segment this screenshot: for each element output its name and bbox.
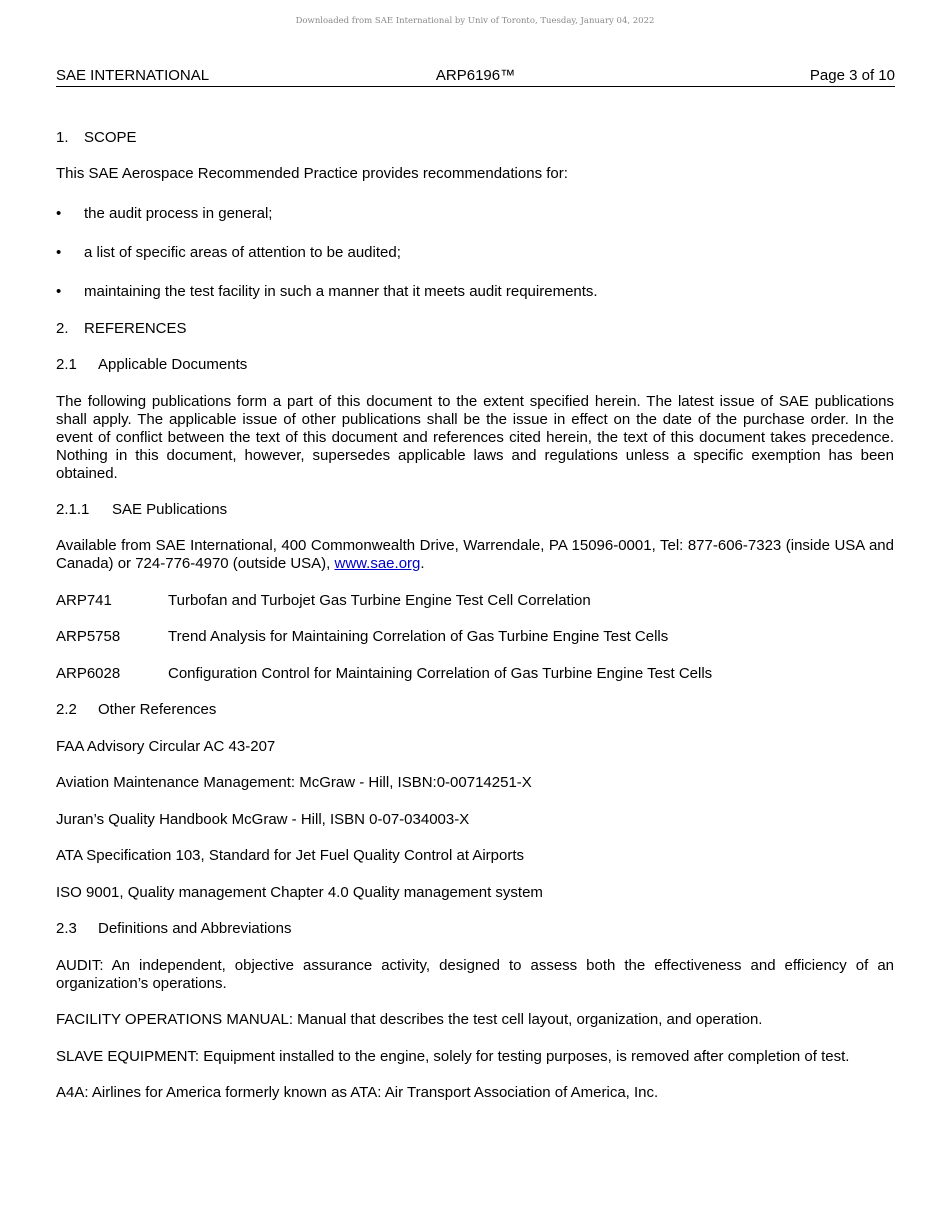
- scope-intro: This SAE Aerospace Recommended Practice provides recommendations for:: [56, 165, 568, 182]
- section-title: SAE Publications: [112, 501, 228, 518]
- reference-row: [56, 665, 894, 683]
- subsection-definitions-heading: [56, 920, 291, 938]
- section-references-heading: [56, 320, 187, 338]
- download-watermark: Downloaded from SAE International by Univ of Toronto, Tuesday, January 04, 2022: [295, 16, 655, 26]
- sae-website-link[interactable]: www.sae.org: [334, 555, 421, 572]
- list-item: Aviation Maintenance Management: McGraw - Hill, ISBN:0-00714251-X: [56, 774, 532, 791]
- section-title: Applicable Documents: [98, 356, 248, 373]
- availability-text: Available from SAE International, 400 Commonwealth Drive, Warrendale, PA 15096-0001, Tel: 877-606-7323 (inside USA and Canada) or 724-776-4970 (outside USA),: [56, 537, 894, 572]
- section-number: 1.: [56, 129, 69, 146]
- header-org: SAE INTERNATIONAL: [56, 67, 210, 84]
- bullet-icon: •: [56, 205, 62, 222]
- section-title: REFERENCES: [84, 320, 187, 337]
- list-item: Juran’s Quality Handbook McGraw - Hill, ISBN 0-07-034003-X: [56, 811, 470, 828]
- applicable-documents-paragraph: The following publications form a part of this document to the extent specified herein. The latest issue of SAE publications shall apply. The applicable issue of other publications shall be the issue in effect on the date of the purchase order. In the event of conflict between the text of this document and references cited herein, the text of this document takes precedence. Nothing in this document, however, supersedes applicable laws and regulations unless a specific exemption has been obtained.: [56, 393, 894, 482]
- definition-item: SLAVE EQUIPMENT: Equipment installed to the engine, solely for testing purposes, is removed after completion of test.: [56, 1048, 850, 1065]
- page-header: [56, 67, 895, 87]
- list-item-text: maintaining the test facility in such a manner that it meets audit requirements.: [84, 283, 598, 300]
- section-title: SCOPE: [84, 129, 137, 146]
- reference-title: Configuration Control for Maintaining Correlation of Gas Turbine Engine Test Cells: [168, 665, 713, 682]
- reference-title: Turbofan and Turbojet Gas Turbine Engine Test Cell Correlation: [168, 592, 591, 609]
- availability-text-end: .: [420, 555, 425, 572]
- definition-item: FACILITY OPERATIONS MANUAL: Manual that describes the test cell layout, organization, and operation.: [56, 1011, 763, 1028]
- reference-title: Trend Analysis for Maintaining Correlation of Gas Turbine Engine Test Cells: [168, 628, 669, 645]
- bullet-icon: •: [56, 244, 62, 261]
- definition-item: AUDIT: An independent, objective assurance activity, designed to assess both the effectiveness and efficiency of an organization’s operations.: [56, 957, 894, 992]
- reference-row: [56, 592, 894, 610]
- section-number: 2.3: [56, 920, 77, 937]
- subsection-sae-publications-heading: [56, 501, 227, 519]
- sae-availability-paragraph: [56, 537, 894, 573]
- list-item: FAA Advisory Circular AC 43-207: [56, 738, 276, 755]
- header-doc-number: ARP6196™: [435, 67, 516, 84]
- list-item-text: a list of specific areas of attention to be audited;: [84, 244, 401, 261]
- list-item-text: the audit process in general;: [84, 205, 273, 222]
- reference-row: [56, 628, 894, 646]
- header-page-number: Page 3 of 10: [809, 67, 895, 84]
- section-title: Definitions and Abbreviations: [98, 920, 292, 937]
- section-number: 2.1.1: [56, 501, 90, 518]
- section-number: 2.: [56, 320, 69, 337]
- list-item: ATA Specification 103, Standard for Jet Fuel Quality Control at Airports: [56, 847, 525, 864]
- subsection-applicable-documents-heading: [56, 356, 247, 374]
- section-number: 2.1: [56, 356, 77, 373]
- section-scope-heading: [56, 129, 137, 147]
- reference-code: ARP741: [56, 592, 112, 609]
- reference-code: ARP6028: [56, 665, 121, 682]
- subsection-other-references-heading: [56, 701, 216, 719]
- reference-code: ARP5758: [56, 628, 121, 645]
- section-number: 2.2: [56, 701, 77, 718]
- definition-item: A4A: Airlines for America formerly known as ATA: Air Transport Association of America, Inc.: [56, 1084, 659, 1101]
- list-item: ISO 9001, Quality management Chapter 4.0 Quality management system: [56, 884, 543, 901]
- bullet-icon: •: [56, 283, 62, 300]
- section-title: Other References: [98, 701, 217, 718]
